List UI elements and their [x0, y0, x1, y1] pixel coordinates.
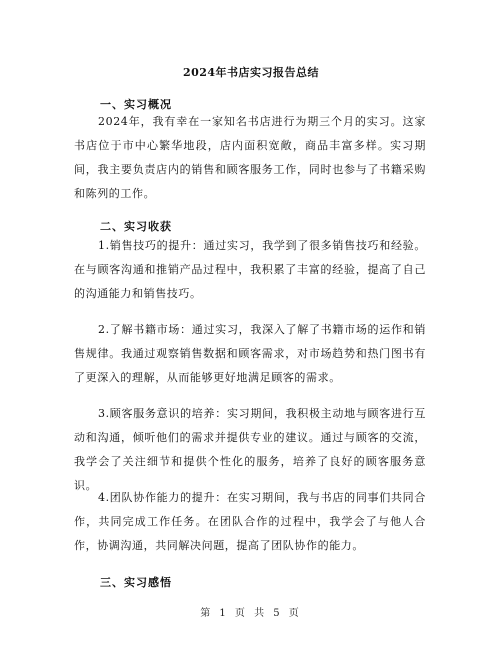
gains-paragraph-4: 4.团队协作能力的提升：在实习期间，我与书店的同事们共同合作，共同完成工作任务。在团队合作的过程中，我学会了与他人合作，协调沟通，共同解决问题，提高了团队协作的能力。 — [74, 491, 426, 552]
section-heading-reflection: 三、实习感悟 — [100, 576, 172, 589]
gains-paragraph-2: 2.了解书籍市场：通过实习，我深入了解了书籍市场的运作和销售规律。我通过观察销售数据和顾客需求，对市场趋势和热门图书有了更深入的理解，从而能够更好地满足顾客的需求。 — [74, 323, 426, 384]
gains-paragraph-3: 3.顾客服务意识的培养：实习期间，我积极主动地与顾客进行互动和沟通，倾听他们的需求并提供专业的建议。通过与顾客的交流，我学会了关注细节和提供个性化的服务，培养了良好的顾客服务意识。 — [74, 407, 426, 492]
overview-paragraph: 2024年，我有幸在一家知名书店进行为期三个月的实习。这家书店位于市中心繁华地段，店内面积宽敞，商品丰富多样。实习期间，我主要负责店内的销售和顾客服务工作，同时也参与了书籍采购和陈列的工作。 — [74, 115, 426, 200]
section-heading-gains: 二、实习收获 — [100, 220, 172, 233]
section-heading-overview: 一、实习概况 — [100, 98, 172, 111]
gains-paragraph-1: 1.销售技巧的提升：通过实习，我学到了很多销售技巧和经验。在与顾客沟通和推销产品过程中，我积累了丰富的经验，提高了自己的沟通能力和销售技巧。 — [74, 239, 426, 300]
document-title: 2024年书店实习报告总结 — [182, 66, 320, 79]
page-footer: 第 1 页 共 5 页 — [200, 608, 302, 619]
